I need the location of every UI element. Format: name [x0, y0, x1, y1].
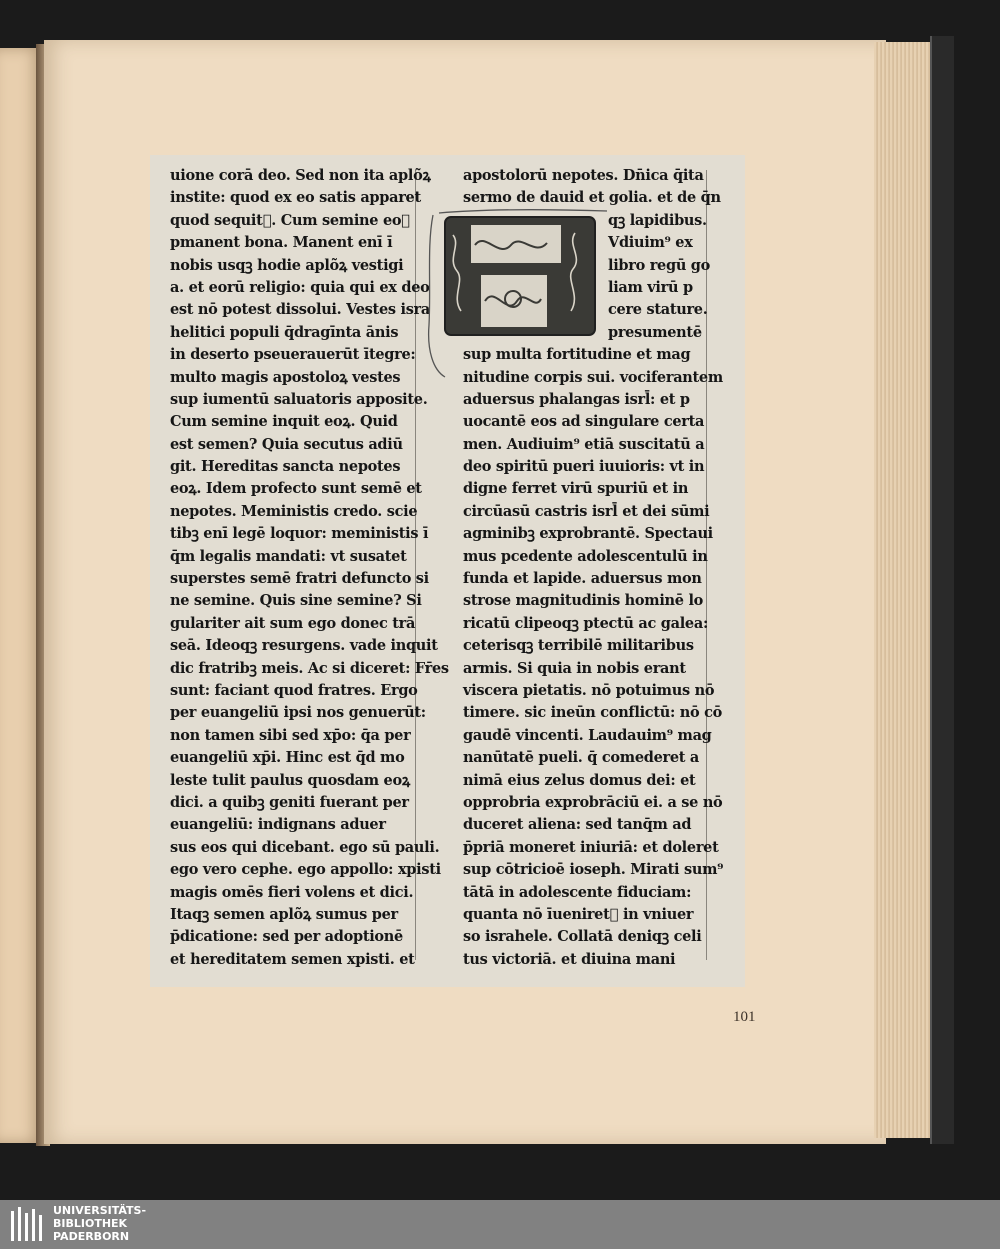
- manuscript-line: sup multa fortitudine et mag: [463, 346, 691, 364]
- manuscript-line: euangeliū: indignans aduer: [170, 816, 386, 834]
- manuscript-line: q̄m legalis mandati: vt susatet: [170, 547, 407, 565]
- manuscript-line: qꝫ lapidibus.: [608, 211, 707, 229]
- manuscript-line: euangeliū xp̄i. Hinc est q̄d mo: [170, 749, 405, 767]
- manuscript-line: apostolorū nepotes. Dn̄ica q̄ita: [463, 167, 704, 184]
- manuscript-line: ceterisqꝫ terribilē militaribus: [463, 637, 694, 655]
- library-name: [53, 1204, 146, 1243]
- manuscript-line: nimā eius zelus domus dei: et: [463, 771, 696, 789]
- manuscript-line: nanūtatē pueli. q̄ comederet a: [463, 749, 700, 767]
- manuscript-line: quanta nō īueniret᷑ in vniuer: [463, 905, 694, 923]
- manuscript-line: digne ferret virū spuriū et in: [463, 480, 689, 498]
- manuscript-line: ricatū clipeoqꝫ ptectū ac galea:: [463, 614, 709, 632]
- manuscript-line: est nō potest dissolui. Vestes isra: [170, 301, 430, 319]
- manuscript-line: agminibꝫ exprobrantē. Spectaui: [463, 525, 713, 543]
- manuscript-line: superstes semē fratri defuncto si: [170, 570, 429, 588]
- page-number: 101: [733, 1009, 756, 1025]
- manuscript-line: opprobria exprobrāciū ei. a se nō: [463, 793, 723, 811]
- manuscript-line: eoꝝ. Idem profecto sunt semē et: [170, 480, 422, 498]
- book-cover-edge: [930, 36, 954, 1144]
- manuscript-line: tus victoriā. et diuina mani: [463, 950, 676, 968]
- manuscript-line: strose magnitudinis hominē lo: [463, 592, 704, 610]
- manuscript-line: aduersus phalangas isrl̄: et p: [463, 390, 690, 408]
- manuscript-line: ego vero cephe. ego appollo: xpisti: [170, 861, 441, 879]
- manuscript-line: liam virū p: [608, 278, 693, 296]
- manuscript-line: timere. sic ineūn conflictū: nō cō: [463, 704, 723, 722]
- manuscript-line: Itaqꝫ semen aplõꝝ sumus per: [170, 905, 398, 923]
- manuscript-line: tātā in adolescente fiduciam:: [463, 883, 692, 901]
- illuminated-initial: [425, 205, 610, 380]
- manuscript-line: per euangeliū ipsi nos genuerūt:: [170, 704, 426, 722]
- manuscript-line: Cum semine inquit eoꝝ. Quid: [170, 413, 398, 431]
- manuscript-line: git. Hereditas sancta nepotes: [170, 458, 401, 476]
- manuscript-line: viscera pietatis. nō potuimus nō: [463, 681, 715, 699]
- manuscript-line: helitici populi q̄dragīnta ānis: [170, 323, 399, 341]
- manuscript-line: presumentē: [608, 323, 702, 341]
- manuscript-line: ne semine. Quis sine semine? Si: [170, 592, 422, 610]
- manuscript-line: libro regū go: [608, 256, 711, 274]
- manuscript-line: non tamen sibi sed xp̄o: q̄a per: [170, 726, 411, 744]
- manuscript-line: seā. Ideoqꝫ resurgens. vade inquit: [170, 637, 438, 655]
- manuscript-line: Vdiuim⁹ ex: [608, 234, 693, 252]
- manuscript-line: sermo de dauid et golia. et de q̄n: [463, 189, 721, 207]
- library-name-line: BIBLIOTHEK: [53, 1217, 128, 1230]
- manuscript-line: circūasū castris isrl̄ et dei sūmi: [463, 502, 710, 520]
- manuscript-line: p̄dicatione: sed per adoptionē: [170, 928, 403, 946]
- manuscript-line: cere stature.: [608, 301, 708, 319]
- manuscript-line: p̄priā moneret iniuriā: et doleret: [463, 838, 719, 856]
- manuscript-line: gaudē vincenti. Laudauim⁹ mag: [463, 726, 712, 744]
- manuscript-line: armis. Si quia in nobis erant: [463, 659, 686, 677]
- manuscript-line: est semen? Quia secutus adiū: [170, 435, 403, 453]
- page-edges: [874, 42, 934, 1138]
- manuscript-line: nepotes. Meministis credo. scie: [170, 502, 418, 520]
- manuscript-line: uocantē eos ad singulare certa: [463, 413, 705, 431]
- manuscript-line: so israhele. Collatā deniqꝫ celi: [463, 928, 702, 946]
- manuscript-line: a. et eorū religio: quia qui ex deo: [170, 278, 430, 296]
- manuscript-line: multo magis apostoloꝝ vestes: [170, 368, 401, 386]
- manuscript-line: sunt: faciant quod fratres. Ergo: [170, 681, 418, 699]
- manuscript-line: tibꝫ enī legē loquor: meministis ī: [170, 525, 429, 543]
- manuscript-line: nobis usqꝫ hodie aplõꝝ vestigi: [170, 256, 404, 274]
- manuscript-line: instite: quod ex eo satis apparet: [170, 189, 421, 207]
- manuscript-line: men. Audiuim⁹ etiā suscitatū a: [463, 435, 705, 453]
- manuscript-column-left: [170, 165, 449, 971]
- manuscript-line: nitudine corpis sui. vociferantem: [463, 368, 723, 386]
- manuscript-line: leste tulit paulus quosdam eoꝝ: [170, 771, 410, 789]
- manuscript-line: magis omēs fieri volens et dici.: [170, 883, 414, 901]
- manuscript-line: dic fratribꝫ meis. Ac si diceret: Fr̄es: [170, 659, 449, 677]
- manuscript-line: deo spiritū pueri iuuioris: vt in: [463, 458, 705, 476]
- manuscript-line: sus eos qui dicebant. ego sū pauli.: [170, 838, 440, 856]
- manuscript-line: sup iumentū saluatoris apposite.: [170, 390, 428, 408]
- manuscript-line: pmanent bona. Manent enī ī: [170, 234, 393, 252]
- manuscript-line: mus pcedente adolescentulū in: [463, 547, 708, 565]
- library-logo-icon: [8, 1205, 48, 1245]
- manuscript-line: quod sequit᷑. Cum semine eoꝝ: [170, 211, 410, 229]
- library-name-line: UNIVERSITÄTS-: [53, 1204, 147, 1217]
- manuscript-line: gulariter ait sum ego donec trā: [170, 614, 416, 632]
- manuscript-line: in deserto pseuerauerūt ītegre:: [170, 346, 416, 364]
- manuscript-line: uione corā deo. Sed non ita aplõꝝ: [170, 167, 431, 184]
- manuscript-line: dici. a quibꝫ geniti fuerant per: [170, 793, 409, 811]
- manuscript-line: sup cōtricioē ioseph. Mirati sum⁹: [463, 861, 724, 879]
- manuscript-line: et hereditatem semen xpisti. et: [170, 950, 415, 968]
- manuscript-line: duceret aliena: sed tanq̄m ad: [463, 816, 692, 834]
- library-footer: [0, 1200, 1000, 1249]
- library-name-line: PADERBORN: [53, 1230, 130, 1243]
- manuscript-line: funda et lapide. aduersus mon: [463, 570, 702, 588]
